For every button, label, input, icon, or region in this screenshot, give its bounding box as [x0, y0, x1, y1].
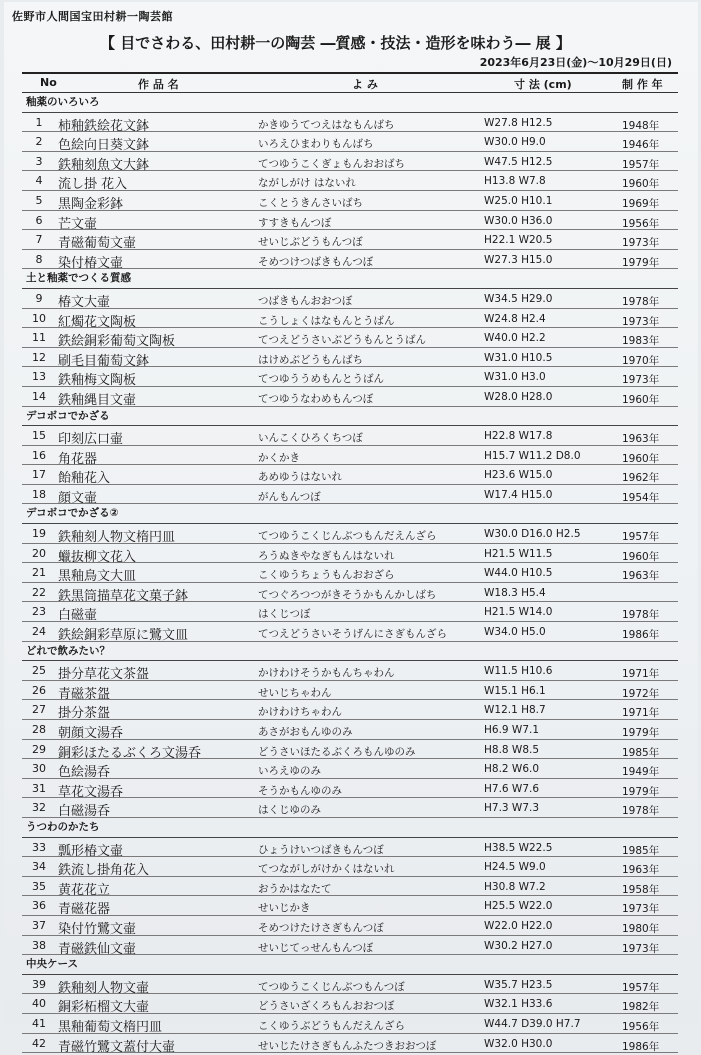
work-reading: せいじちゃわん — [258, 686, 332, 699]
work-dimensions: H38.5 W22.5 — [484, 841, 553, 854]
work-year: 1971年 — [622, 668, 660, 681]
work-year: 1957年 — [622, 981, 660, 994]
work-name: 鉄流し掛角花入 — [58, 863, 150, 879]
work-number: 32 — [32, 801, 46, 815]
table-row — [22, 132, 678, 152]
work-number: 36 — [32, 899, 46, 913]
work-number: 40 — [32, 997, 46, 1011]
work-reading: あめゆうはないれ — [258, 471, 342, 484]
exhibition-dates: 2023年6月23日(金)～10月29日(日) — [479, 56, 672, 69]
works-table — [22, 93, 678, 1053]
table-row — [22, 250, 678, 270]
work-reading: おうかはなたて — [258, 882, 332, 895]
work-name: 鉄絵銅彩草原に鷺文皿 — [58, 628, 189, 644]
work-year: 1980年 — [622, 922, 660, 935]
header-year: 制 作 年 — [622, 78, 663, 91]
work-dimensions: W31.0 H10.5 — [484, 351, 553, 364]
work-name: 青磁花器 — [58, 902, 111, 918]
work-reading: こくゆうぶどうもんだえんざら — [258, 1019, 405, 1032]
work-dimensions: H6.9 W7.1 — [484, 724, 540, 736]
work-name: 青磁鉄仙文壷 — [58, 941, 137, 957]
work-reading: こくゆうちょうもんおおざら — [258, 569, 395, 582]
work-dimensions: W17.4 H15.0 — [484, 488, 553, 501]
work-name: 青磁葡萄文壷 — [58, 236, 137, 252]
table-row — [22, 877, 678, 897]
work-dimensions: H24.5 W9.0 — [484, 861, 546, 874]
work-year: 1948年 — [622, 119, 660, 132]
table-row — [22, 465, 678, 485]
header-size: 寸 法 (cm) — [514, 78, 572, 91]
section-heading: どれで飲みたい？ — [22, 642, 678, 662]
work-reading: かけわけそうかもんちゃわん — [258, 667, 395, 680]
work-year: 1983年 — [622, 335, 660, 348]
exhibition-title: 【 目でさわる、田村耕一の陶芸 ―質感・技法・造形を味わう― 展 】 — [100, 34, 571, 52]
work-number: 9 — [35, 291, 43, 305]
work-year: 1978年 — [622, 805, 660, 818]
work-name: 流し掛 花入 — [58, 177, 128, 193]
work-name: 掛分草花文茶盌 — [58, 667, 150, 683]
work-number: 2 — [35, 135, 43, 149]
table-row — [22, 936, 678, 956]
table-row — [22, 328, 678, 348]
work-year: 1956年 — [622, 1020, 660, 1033]
work-number: 11 — [32, 331, 46, 345]
work-number: 23 — [32, 605, 46, 619]
work-dimensions: W31.0 H3.0 — [484, 371, 546, 384]
work-reading: せいじてっせんもんつぼ — [258, 941, 374, 954]
work-reading: てつぐろつつがきそうかもんかしばち — [258, 588, 437, 601]
work-dimensions: H7.3 W7.3 — [484, 802, 540, 815]
work-dimensions: H30.8 W7.2 — [484, 880, 546, 893]
work-dimensions: W34.0 H5.0 — [484, 626, 546, 639]
table-row — [22, 387, 678, 407]
work-number: 39 — [32, 977, 46, 991]
work-reading: てつえどうさいぶどうもんとうばん — [258, 334, 426, 347]
table-row — [22, 720, 678, 740]
work-number: 25 — [32, 664, 46, 678]
work-year: 1985年 — [622, 844, 660, 857]
work-name: 色絵湯呑 — [58, 765, 111, 781]
work-reading: せいじたけさぎもんふたつきおおつぼ — [258, 1039, 437, 1052]
work-reading: てつえどうさいそうげんにさぎもんざら — [258, 628, 447, 641]
work-number: 27 — [32, 703, 46, 717]
work-dimensions: W44.0 H10.5 — [484, 567, 553, 580]
work-dimensions: H7.6 W7.6 — [484, 782, 540, 795]
work-year: 1963年 — [622, 864, 660, 877]
work-reading: てつゆうこくじんぶつもんつぼ — [258, 980, 405, 993]
work-number: 16 — [32, 448, 46, 462]
table-row — [22, 289, 678, 309]
work-name: 白磁壷 — [58, 608, 98, 624]
work-year: 1978年 — [622, 609, 660, 622]
work-dimensions: W30.0 H9.0 — [484, 136, 546, 149]
work-reading: てつゆうこくぎょもんおおばち — [258, 157, 405, 170]
work-reading: せいじかき — [258, 902, 311, 915]
work-name: 印刻広口壷 — [58, 432, 124, 448]
table-row — [22, 113, 678, 133]
table-row — [22, 563, 678, 583]
work-reading: はくじゆのみ — [258, 804, 321, 817]
work-reading: そめつけつばきもんつぼ — [258, 255, 374, 268]
table-row — [22, 1034, 678, 1054]
work-reading: てつゆうなわめもんつぼ — [258, 392, 374, 405]
work-dimensions: H8.8 W8.5 — [484, 743, 540, 756]
work-year: 1956年 — [622, 217, 660, 230]
work-year: 1949年 — [622, 766, 660, 779]
work-year: 1986年 — [622, 1040, 660, 1053]
work-year: 1970年 — [622, 354, 660, 367]
work-number: 29 — [32, 742, 46, 756]
work-reading: どうさいほたるぶくろもんゆのみ — [258, 745, 416, 758]
work-name: 黒釉鳥文大皿 — [58, 569, 137, 585]
table-row — [22, 700, 678, 720]
work-year: 1979年 — [622, 785, 660, 798]
section-heading: デコボコでかざる② — [22, 504, 678, 524]
work-name: 柿釉鉄絵花文鉢 — [58, 118, 150, 134]
work-reading: あさがおもんゆのみ — [258, 726, 353, 738]
work-dimensions: W22.0 H22.0 — [484, 919, 553, 932]
work-name: 青磁茶盌 — [58, 686, 111, 702]
work-year: 1978年 — [622, 295, 660, 308]
table-row — [22, 309, 678, 329]
work-name: 鉄釉刻魚文大鉢 — [58, 157, 150, 173]
work-dimensions: H22.8 W17.8 — [484, 430, 553, 443]
work-dimensions: W18.3 H5.4 — [484, 586, 546, 599]
table-row — [22, 171, 678, 191]
table-row — [22, 1014, 678, 1034]
table-row — [22, 544, 678, 564]
work-reading: はけめぶどうもんばち — [258, 353, 363, 366]
work-dimensions: W30.2 H27.0 — [484, 939, 553, 952]
work-year: 1982年 — [622, 1001, 660, 1014]
table-row — [22, 152, 678, 172]
section-heading: 中央ケース — [22, 955, 678, 975]
work-name: 銅彩ほたるぶくろ文湯呑 — [58, 745, 202, 761]
table-header — [22, 72, 678, 93]
exhibition-list-sheet — [4, 2, 698, 1055]
work-number: 35 — [32, 879, 46, 893]
work-dimensions: W12.1 H8.7 — [484, 704, 546, 717]
table-row — [22, 622, 678, 642]
work-dimensions: H22.1 W20.5 — [484, 234, 553, 247]
work-name: 朝顔文湯呑 — [58, 726, 124, 741]
table-row — [22, 740, 678, 760]
table-row — [22, 211, 678, 231]
table-row — [22, 681, 678, 701]
work-year: 1973年 — [622, 903, 660, 916]
work-name: 顔文壷 — [58, 490, 98, 506]
work-year: 1986年 — [622, 629, 660, 642]
work-year: 1979年 — [622, 727, 660, 739]
table-row — [22, 857, 678, 877]
work-name: 刷毛目葡萄文鉢 — [58, 353, 150, 369]
work-year: 1946年 — [622, 139, 660, 152]
work-name: 染付椿文壷 — [58, 255, 124, 271]
work-year: 1957年 — [622, 531, 660, 544]
work-reading: てつながしがけかくはないれ — [258, 863, 395, 876]
work-year: 1972年 — [622, 687, 660, 700]
work-name: 青磁竹鷺文蓋付大壷 — [58, 1039, 176, 1055]
work-name: 黒陶金彩鉢 — [58, 196, 124, 212]
header-yomi: よ み — [352, 78, 378, 91]
work-number: 8 — [35, 252, 43, 266]
work-reading: ひょうけいつばきもんつぼ — [258, 843, 384, 856]
table-row — [22, 994, 678, 1014]
table-row — [22, 191, 678, 211]
work-number: 5 — [35, 193, 43, 207]
table-row — [22, 426, 678, 446]
work-reading: かきゆうてつえはなもんばち — [258, 118, 395, 131]
table-row — [22, 367, 678, 387]
work-reading: せいじぶどうもんつぼ — [258, 236, 363, 249]
work-dimensions: W30.0 H36.0 — [484, 214, 553, 227]
work-name: 色絵向日葵文鉢 — [58, 138, 150, 154]
work-year: 1973年 — [622, 237, 660, 250]
work-reading: いろえひまわりもんばち — [258, 138, 374, 151]
work-name: 鉄釉刻人物文楕円皿 — [58, 530, 176, 546]
work-year: 1963年 — [622, 433, 660, 446]
table-row — [22, 916, 678, 936]
work-year: 1971年 — [622, 707, 660, 720]
work-name: 草花文湯呑 — [58, 784, 124, 800]
table-row — [22, 838, 678, 858]
table-row — [22, 230, 678, 250]
work-name: 飴釉花入 — [58, 471, 111, 487]
table-row — [22, 798, 678, 818]
work-number: 42 — [32, 1036, 46, 1050]
work-dimensions: W24.8 H2.4 — [484, 312, 546, 325]
work-dimensions: W35.7 H23.5 — [484, 978, 553, 991]
work-reading: こくとうきんさいばち — [258, 196, 363, 209]
work-number: 1 — [35, 115, 43, 129]
work-number: 38 — [32, 938, 46, 952]
table-row — [22, 446, 678, 466]
work-dimensions: W44.7 D39.0 H7.7 — [484, 1017, 581, 1030]
work-dimensions: W15.1 H6.1 — [484, 684, 546, 697]
work-dimensions: W30.0 D16.0 H2.5 — [484, 528, 581, 541]
work-name: 銅彩柘榴文大壷 — [58, 1000, 150, 1016]
work-name: 瓢形椿文壷 — [58, 843, 124, 859]
work-dimensions: H25.5 W22.0 — [484, 900, 553, 913]
work-year: 1960年 — [622, 178, 660, 191]
table-row — [22, 348, 678, 368]
work-name: 黒釉葡萄文楕円皿 — [58, 1019, 163, 1035]
work-number: 12 — [32, 350, 46, 364]
work-dimensions: H13.8 W7.8 — [484, 175, 546, 188]
work-year: 1979年 — [622, 256, 660, 269]
work-reading: ながしがけ はないれ — [258, 177, 356, 190]
work-reading: そうかもんゆのみ — [258, 784, 342, 797]
work-number: 41 — [32, 1016, 46, 1030]
work-year: 1957年 — [622, 158, 660, 171]
work-reading: いろえゆのみ — [258, 765, 321, 778]
work-number: 34 — [32, 860, 46, 874]
work-reading: すすきもんつぼ — [258, 216, 332, 229]
work-dimensions: W47.5 H12.5 — [484, 155, 553, 168]
work-number: 15 — [32, 429, 46, 443]
work-dimensions: H23.6 W15.0 — [484, 469, 553, 482]
work-dimensions: W27.8 H12.5 — [484, 116, 553, 129]
work-number: 37 — [32, 918, 46, 932]
work-name: 白磁湯呑 — [58, 804, 111, 820]
work-name: 染付竹鷺文壷 — [58, 921, 137, 937]
work-name: 鉄黒筒描草花文菓子鉢 — [58, 588, 189, 604]
work-year: 1985年 — [622, 746, 660, 759]
work-number: 3 — [35, 154, 43, 168]
work-number: 4 — [35, 174, 43, 188]
work-year: 1954年 — [622, 491, 660, 504]
header-no: No — [40, 76, 57, 89]
work-year: 1973年 — [622, 942, 660, 955]
work-dimensions: W25.0 H10.1 — [484, 194, 553, 207]
section-heading: うつわのかたち — [22, 818, 678, 838]
museum-name: 佐野市人間国宝田村耕一陶芸館 — [12, 10, 173, 23]
work-name: 掛分茶盌 — [58, 706, 111, 722]
work-name: 椿文大壷 — [58, 294, 111, 310]
work-year: 1969年 — [622, 197, 660, 210]
work-number: 30 — [32, 762, 46, 776]
section-heading: 釉薬のいろいろ — [22, 93, 678, 113]
work-reading: いんこくひろくちつぼ — [258, 432, 363, 445]
work-reading: どうさいざくろもんおおつぼ — [258, 1000, 395, 1013]
work-dimensions: W32.0 H30.0 — [484, 1037, 553, 1050]
work-year: 1963年 — [622, 570, 660, 583]
work-dimensions: H21.5 W11.5 — [484, 547, 553, 560]
work-reading: てつゆうこくじんぶつもんだえんざら — [258, 530, 437, 543]
table-row — [22, 759, 678, 779]
work-reading: がんもんつぼ — [258, 490, 321, 503]
header-name: 作 品 名 — [138, 78, 179, 91]
work-number: 17 — [32, 468, 46, 482]
work-name: 黄花花立 — [58, 882, 111, 898]
work-dimensions: H8.2 W6.0 — [484, 763, 540, 776]
table-row — [22, 975, 678, 995]
work-name: 角花器 — [58, 451, 98, 467]
work-year: 1960年 — [622, 550, 660, 563]
work-number: 18 — [32, 487, 46, 501]
work-year: 1973年 — [622, 315, 660, 328]
work-number: 7 — [35, 233, 43, 247]
work-number: 19 — [32, 527, 46, 541]
work-dimensions: W28.0 H28.0 — [484, 390, 553, 403]
work-reading: つばきもんおおつぼ — [258, 294, 353, 307]
table-row — [22, 661, 678, 681]
work-name: 鉄絵銅彩葡萄文陶板 — [58, 334, 176, 350]
table-row — [22, 602, 678, 622]
work-number: 13 — [32, 370, 46, 384]
work-year: 1960年 — [622, 393, 660, 406]
section-heading: デコボコでかざる — [22, 407, 678, 427]
work-reading: はくじつぼ — [258, 608, 311, 621]
work-dimensions: W40.0 H2.2 — [484, 332, 546, 345]
table-row — [22, 583, 678, 603]
work-dimensions: W11.5 H10.6 — [484, 665, 553, 678]
work-number: 33 — [32, 840, 46, 854]
work-year: 1958年 — [622, 883, 660, 896]
work-reading: こうしょくはなもんとうばん — [258, 314, 395, 327]
table-row — [22, 779, 678, 799]
work-number: 22 — [32, 585, 46, 599]
work-dimensions: H21.5 W14.0 — [484, 606, 553, 619]
section-heading: 土と釉薬でつくる質感 — [22, 269, 678, 289]
work-number: 24 — [32, 625, 46, 639]
work-number: 26 — [32, 683, 46, 697]
work-name: 鉄釉梅文陶板 — [58, 373, 137, 389]
work-number: 6 — [35, 213, 43, 227]
work-year: 1962年 — [622, 472, 660, 485]
work-number: 31 — [32, 781, 46, 795]
table-row — [22, 524, 678, 544]
work-name: 芒文壷 — [58, 216, 98, 232]
work-reading: かくかき — [258, 451, 300, 464]
work-name: 蠟抜柳文花入 — [58, 549, 137, 565]
work-dimensions: W32.1 H33.6 — [484, 998, 553, 1011]
table-row — [22, 485, 678, 505]
work-dimensions: H15.7 W11.2 D8.0 — [484, 449, 581, 462]
work-reading: かけわけちゃわん — [258, 706, 342, 719]
work-name: 鉄釉縄目文壷 — [58, 392, 137, 408]
work-number: 14 — [32, 389, 46, 403]
work-name: 紅燭花文陶板 — [58, 314, 137, 330]
work-dimensions: W27.3 H15.0 — [484, 253, 553, 266]
work-dimensions: W34.5 H29.0 — [484, 292, 553, 305]
work-reading: そめつけたけさぎもんつぼ — [258, 921, 384, 934]
work-number: 28 — [32, 723, 46, 736]
work-number: 10 — [32, 311, 46, 325]
work-number: 20 — [32, 546, 46, 560]
table-row — [22, 896, 678, 916]
work-name: 鉄釉刻人物文壷 — [58, 980, 150, 996]
work-year: 1973年 — [622, 374, 660, 387]
work-number: 21 — [32, 566, 46, 580]
work-reading: てつゆううめもんとうばん — [258, 373, 384, 386]
work-reading: ろうぬきやなぎもんはないれ — [258, 549, 395, 562]
work-year: 1960年 — [622, 452, 660, 465]
